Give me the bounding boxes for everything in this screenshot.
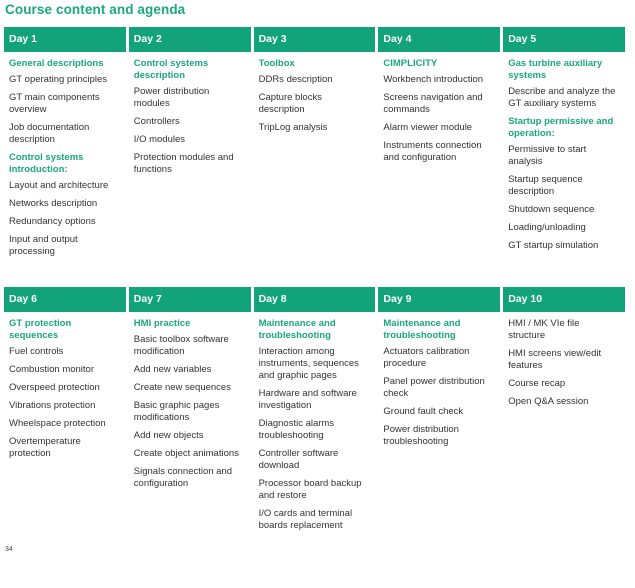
day-header: Day 8 xyxy=(254,287,376,312)
agenda-item: Startup sequence description xyxy=(508,174,583,197)
agenda-item: Create new sequences xyxy=(133,382,231,393)
agenda-item: Vibrations protection xyxy=(9,400,96,411)
section-heading: Startup permissive and operation: xyxy=(508,116,614,139)
agenda-item: Actuators calibration procedure xyxy=(383,346,470,369)
agenda-item: Fuel controls xyxy=(9,346,64,357)
agenda-item: Overspeed protection xyxy=(9,382,100,393)
day-content xyxy=(4,52,126,286)
section-heading: Maintenance and troubleshooting xyxy=(383,318,461,341)
day-content xyxy=(254,52,376,286)
agenda-item: Networks description xyxy=(9,198,98,209)
agenda-item: Add new variables xyxy=(133,364,212,375)
day-header: Day 3 xyxy=(254,27,376,52)
agenda-item: DDRs description xyxy=(258,74,333,85)
day-header: Day 1 xyxy=(4,27,126,52)
day-content xyxy=(129,312,251,588)
agenda-item: Describe and analyze the GT auxiliary systems xyxy=(508,86,616,109)
agenda-item: Protection modules and functions xyxy=(133,152,234,175)
agenda-item: Instruments connection and configuration xyxy=(383,140,482,163)
section-heading: Control systems description xyxy=(133,58,209,81)
section-heading: Maintenance and troubleshooting xyxy=(258,318,336,341)
agenda-item: Basic toolbox software modification xyxy=(133,334,229,357)
agenda-item: Add new objects xyxy=(133,430,204,441)
day-content xyxy=(254,312,376,588)
agenda-item: Create object animations xyxy=(133,448,239,459)
agenda-item: Signals connection and configuration xyxy=(133,466,233,489)
agenda-item: Wheelspace protection xyxy=(9,418,106,429)
agenda-item: Panel power distribution check xyxy=(383,376,485,399)
section-heading: HMI practice xyxy=(133,318,191,329)
day-header: Day 9 xyxy=(378,287,500,312)
day-header: Day 4 xyxy=(378,27,500,52)
agenda-item: Ground fault check xyxy=(383,406,464,417)
agenda-item: Basic graphic pages modifications xyxy=(133,400,220,423)
agenda-item: Interaction among instruments, sequences and graphic pages xyxy=(258,346,359,381)
agenda-item: Controller software download xyxy=(258,448,339,471)
section-heading: Gas turbine auxiliary systems xyxy=(508,58,603,81)
agenda-item: Diagnostic alarms troubleshooting xyxy=(258,418,335,441)
agenda-item: Redundancy options xyxy=(9,216,96,227)
section-heading: Toolbox xyxy=(258,58,295,69)
agenda-item: Power distribution modules xyxy=(133,86,210,109)
day-header: Day 10 xyxy=(503,287,625,312)
day-content xyxy=(378,312,500,588)
day-header: Day 5 xyxy=(503,27,625,52)
agenda-grid-week-2 xyxy=(4,287,625,588)
agenda-grid-week-1 xyxy=(4,27,625,286)
agenda-item: Course recap xyxy=(508,378,566,389)
agenda-item: GT startup simulation xyxy=(508,240,599,251)
page-title: Course content and agenda xyxy=(5,2,186,17)
day-header: Day 6 xyxy=(4,287,126,312)
agenda-item: GT main components overview xyxy=(9,92,100,115)
agenda-item: Shutdown sequence xyxy=(508,204,595,215)
agenda-item: Workbench introduction xyxy=(383,74,484,85)
page-number: 34 xyxy=(5,546,13,553)
agenda-item: Open Q&A session xyxy=(508,396,589,407)
agenda-item: Capture blocks description xyxy=(258,92,322,115)
agenda-item: HMI / MK VIe file structure xyxy=(508,318,580,341)
day-header: Day 7 xyxy=(129,287,251,312)
agenda-item: Screens navigation and commands xyxy=(383,92,483,115)
day-content xyxy=(129,52,251,286)
agenda-item: Processor board backup and restore xyxy=(258,478,362,501)
agenda-item: Hardware and software investigation xyxy=(258,388,357,411)
day-content xyxy=(503,52,625,286)
day-content xyxy=(378,52,500,286)
day-content xyxy=(4,312,126,588)
agenda-item: I/O cards and terminal boards replacement xyxy=(258,508,353,531)
day-content xyxy=(503,312,625,588)
agenda-item: Controllers xyxy=(133,116,180,127)
agenda-item: Input and output processing xyxy=(9,234,78,257)
agenda-item: GT operating principles xyxy=(9,74,108,85)
agenda-item: Overtemperature protection xyxy=(9,436,81,459)
section-heading: CIMPLICITY xyxy=(383,58,438,69)
agenda-item: Alarm viewer module xyxy=(383,122,473,133)
day-header: Day 2 xyxy=(129,27,251,52)
agenda-item: TripLog analysis xyxy=(258,122,328,133)
agenda-item: HMI screens view/edit features xyxy=(508,348,602,371)
agenda-item: Layout and architecture xyxy=(9,180,109,191)
agenda-item: Loading/unloading xyxy=(508,222,586,233)
agenda-item: Combustion monitor xyxy=(9,364,95,375)
agenda-item: I/O modules xyxy=(133,134,186,145)
section-heading: Control systems introduction: xyxy=(9,152,84,175)
agenda-item: Permissive to start analysis xyxy=(508,144,587,167)
agenda-item: Job documentation description xyxy=(9,122,90,145)
agenda-item: Power distribution troubleshooting xyxy=(383,424,459,447)
section-heading: General descriptions xyxy=(9,58,104,69)
section-heading: GT protection sequences xyxy=(9,318,72,341)
